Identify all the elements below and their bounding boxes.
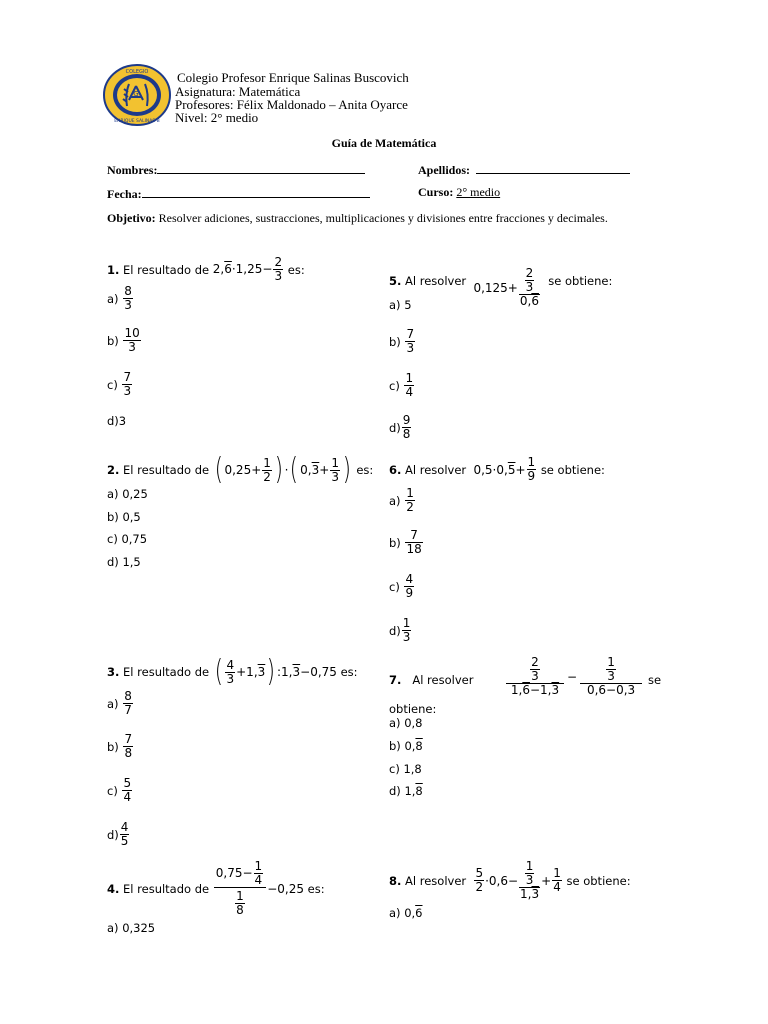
level-line: Nivel: 2° medio [175, 110, 259, 125]
option-5d[interactable]: d) $\frac{9}{8}$ [389, 413, 411, 441]
question-7-suffix: se [648, 673, 662, 687]
option-3b[interactable]: b) $\frac{7}{8}$ [107, 732, 133, 760]
objective-text: Resolver adiciones, sustracciones, multiplicaciones y divisiones entre fracciones y decimales. [158, 211, 608, 225]
school-name: Colegio Profesor Enrique Salinas Buscovich [177, 70, 409, 85]
page-title: Guía de Matemática [331, 136, 437, 150]
curso-field [418, 185, 500, 200]
svg-text:ENRIQUE SALINAS B: ENRIQUE SALINAS B [114, 119, 160, 124]
objective [107, 211, 627, 225]
option-1a[interactable]: a) $\frac{8}{3}$ [107, 284, 132, 312]
option-1b[interactable]: b) $\frac{10}{3}$ [107, 326, 140, 354]
option-6d[interactable]: d) $\frac{1}{3}$ [389, 616, 411, 644]
apellidos-label: Apellidos: [418, 163, 471, 177]
fecha-label: Fecha: [107, 187, 142, 201]
svg-text:G: G [133, 90, 139, 98]
q7-expression: $\frac{\frac{2}{3}}{1,6-1,3}$ − $\frac{\frac{1}{3}}{0,6-0,3}$ [505, 656, 643, 697]
option-4a[interactable]: a) 0,325 [107, 921, 156, 935]
fecha-field[interactable] [107, 185, 370, 202]
fecha-line[interactable] [142, 185, 370, 198]
school-logo [103, 64, 171, 126]
option-8a[interactable]: a) 0, 6 [389, 906, 423, 920]
option-7c[interactable]: c) 1,8 [389, 762, 422, 776]
apellidos-field[interactable] [418, 161, 630, 178]
nombres-field[interactable] [107, 161, 365, 178]
school-seal-icon [103, 64, 171, 126]
curso-label: Curso: [418, 185, 454, 199]
question-3: 3. El resultado de ( $\frac{4}{3}$ +1, 3 ) :1, 3 −0,75 es: [107, 654, 358, 689]
option-2b[interactable]: b) 0,5 [107, 510, 141, 524]
q5-expression: 0,125+ $\frac{\frac{2}{3}}{0,6}$ [473, 266, 539, 308]
question-7-suffix2: obtiene: [389, 702, 437, 716]
question-7: 7. Al resolver [389, 673, 474, 687]
option-5b[interactable]: b) $\frac{7}{3}$ [389, 327, 415, 355]
subject-line: Asignatura: Matemática [175, 84, 301, 99]
option-5a[interactable]: a) 5 [389, 298, 412, 312]
q8-expression: $\frac{5}{2}$ ·0,6− $\frac{\frac{1}{3}}{1,3}$ + $\frac{1}{4}$ [475, 859, 561, 901]
option-7a[interactable]: a) 0,8 [389, 716, 423, 730]
option-1d[interactable]: d)3 [107, 414, 127, 428]
objective-label: Objetivo: [107, 211, 156, 225]
q4-expression: 0,75− $\frac{1}{4}$ $\frac{1}{8}$ −0,25 [215, 859, 304, 917]
option-3c[interactable]: c) $\frac{5}{4}$ [107, 776, 132, 804]
teachers-line: Profesores: Félix Maldonado – Anita Oyarce [175, 97, 408, 112]
question-1: 1. El resultado de 2,6·1,25− $\frac{2}{3}$ es: [107, 255, 305, 283]
svg-text:COLEGIO: COLEGIO [125, 69, 149, 75]
q2-expression: ( 0,25+ $\frac{1}{2}$ ) · ( 0, 3 + $\frac{1}{3}$ ) [214, 452, 351, 487]
question-8: 8. Al resolver $\frac{5}{2}$ ·0,6− $\frac{\frac{1}{3}}{1,3}$ + $\frac{1}{4}$ se obtiene: [389, 859, 631, 901]
question-5: 5. Al resolver 0,125+ $\frac{\frac{2}{3}}{0,6}$ se obtiene: [389, 266, 613, 308]
option-3d[interactable]: d) $\frac{4}{5}$ [107, 820, 129, 848]
option-3a[interactable]: a) $\frac{8}{7}$ [107, 689, 132, 717]
option-6c[interactable]: c) $\frac{4}{9}$ [389, 572, 414, 600]
curso-value: 2° medio [456, 185, 501, 199]
question-6: 6. Al resolver 0,5·0, 5 + $\frac{1}{9}$ se obtiene: [389, 455, 605, 483]
option-7d[interactable]: d) 1, 8 [389, 784, 423, 798]
question-2: 2. El resultado de ( 0,25+ $\frac{1}{2}$ ) · ( 0, 3 + $\frac{1}{3}$ ) es: [107, 452, 374, 487]
question-4: 4. El resultado de 0,75− $\frac{1}{4}$ $\frac{1}{8}$ −0,25 es: [107, 859, 325, 917]
option-7b[interactable]: b) 0, 8 [389, 739, 423, 753]
option-6a[interactable]: a) $\frac{1}{2}$ [389, 486, 414, 514]
q3-expression: ( $\frac{4}{3}$ +1, 3 ) :1, 3 −0,75 [214, 654, 337, 689]
option-6b[interactable]: b) $\frac{7}{18}$ [389, 528, 422, 556]
apellidos-line[interactable] [476, 161, 630, 174]
option-2d[interactable]: d) 1,5 [107, 555, 141, 569]
option-1c[interactable]: c) $\frac{7}{3}$ [107, 370, 132, 398]
option-2a[interactable]: a) 0,25 [107, 487, 148, 501]
q6-expression: 0,5·0, 5 + $\frac{1}{9}$ [473, 455, 536, 483]
q1-expression: 2,6·1,25− $\frac{2}{3}$ [212, 255, 283, 283]
nombres-line[interactable] [157, 161, 365, 174]
nombres-label: Nombres: [107, 163, 158, 177]
option-5c[interactable]: c) $\frac{1}{4}$ [389, 371, 414, 399]
option-2c[interactable]: c) 0,75 [107, 532, 148, 546]
